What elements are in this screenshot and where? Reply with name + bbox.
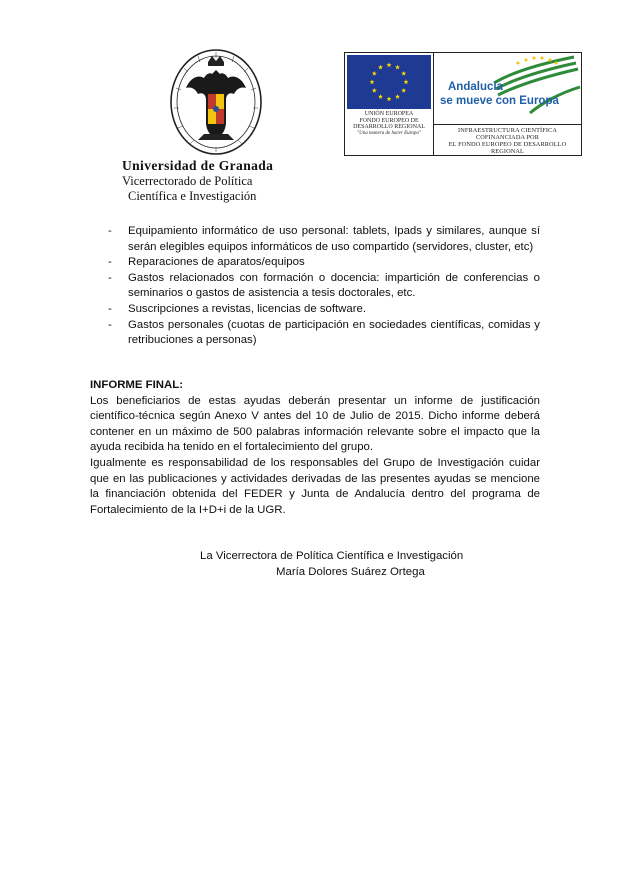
university-name: Universidad de Granada: [122, 158, 274, 173]
university-seal: [168, 44, 264, 156]
eu-union-line: DESARROLLO REGIONAL: [353, 124, 425, 130]
infra-line: INFRAESTRUCTURA CIENTÍFICA: [458, 127, 557, 134]
andalucia-subtitle: se mueve con Europa: [440, 95, 559, 107]
signature-block: [200, 548, 500, 580]
dash-marker: -: [108, 256, 112, 269]
eu-flag-icon: [347, 55, 431, 109]
signatory-title: La Vicerrectora de Política Científica e Investigación: [200, 550, 464, 562]
section-heading: INFORME FINAL:: [90, 379, 184, 391]
logo-divider: [434, 124, 581, 125]
report-paragraph: Los beneficiarios de estas ayudas deberán presentar un informe de justificación científico-técnica según Anexo V antes del 10 de Julio de 2015. Dicho informe deberá contener en un máximo de 500 palabras información relevante sobre el impacto que la ayuda recibida ha tenido en el fortalecimiento del grupo.: [90, 394, 540, 454]
list-item: [108, 302, 540, 318]
dash-marker: -: [108, 318, 112, 331]
final-report-section: [90, 378, 540, 518]
eu-union-text: [345, 111, 433, 131]
list-item-text: Gastos personales (cuotas de participación en sociedades científicas, comidas y retribuciones a personas): [128, 318, 540, 347]
list-item: [108, 318, 540, 349]
list-item-text: Equipamiento informático de uso personal: tablets, Ipads y similares, aunque sí serán elegibles equipos informáticos de uso compartido (servidores, cluster, etc): [128, 225, 540, 253]
vicerrectorado-line2: Científica e Investigación: [128, 189, 257, 203]
andalucia-title: Andalucía: [448, 81, 503, 93]
list-item-text: Gastos relacionados con formación o docencia: impartición de conferencias o seminarios o gastos de asistencia a tesis doctorales, etc.: [128, 271, 540, 300]
signatory-name: María Dolores Suárez Ortega: [276, 566, 425, 578]
list-item-text: Suscripciones a revistas, licencias de software.: [128, 302, 367, 315]
eu-slogan: "Una manera de hacer Europa": [356, 131, 421, 136]
list-item: [108, 271, 540, 302]
eu-feder-logo: [344, 52, 582, 156]
eu-union-line: UNIÓN EUROPEA: [364, 111, 414, 117]
infra-line: COFINANCIADA POR: [475, 134, 539, 141]
list-item-text: Reparaciones de aparatos/equipos: [128, 256, 305, 269]
eu-union-line: FONDO EUROPEO DE: [359, 117, 419, 124]
list-item: [108, 255, 540, 271]
dash-marker: -: [108, 271, 112, 284]
report-paragraph: Igualmente es responsabilidad de los responsables del Grupo de Investigación cuidar que en las publicaciones y actividades derivadas de las presentes ayudas se mencione la financiación obtenida del FEDER y Junta de Andalucía dentro del programa de Fortalecimiento de la I+D+i de la UGR.: [90, 456, 540, 516]
ineligible-expenses-list: [108, 224, 540, 349]
infra-line: EL FONDO EUROPEO DE DESARROLLO: [448, 141, 567, 148]
infra-line: REGIONAL: [491, 148, 524, 155]
university-header: [122, 158, 322, 204]
andalucia-logo-panel: [434, 53, 581, 155]
vicerrectorado-line1: Vicerrectorado de Política: [122, 174, 253, 188]
dash-marker: -: [108, 225, 112, 237]
list-item: [108, 224, 540, 255]
infrastructure-text: [434, 127, 581, 155]
eu-logo-panel: [345, 53, 434, 155]
dash-marker: -: [108, 302, 112, 315]
